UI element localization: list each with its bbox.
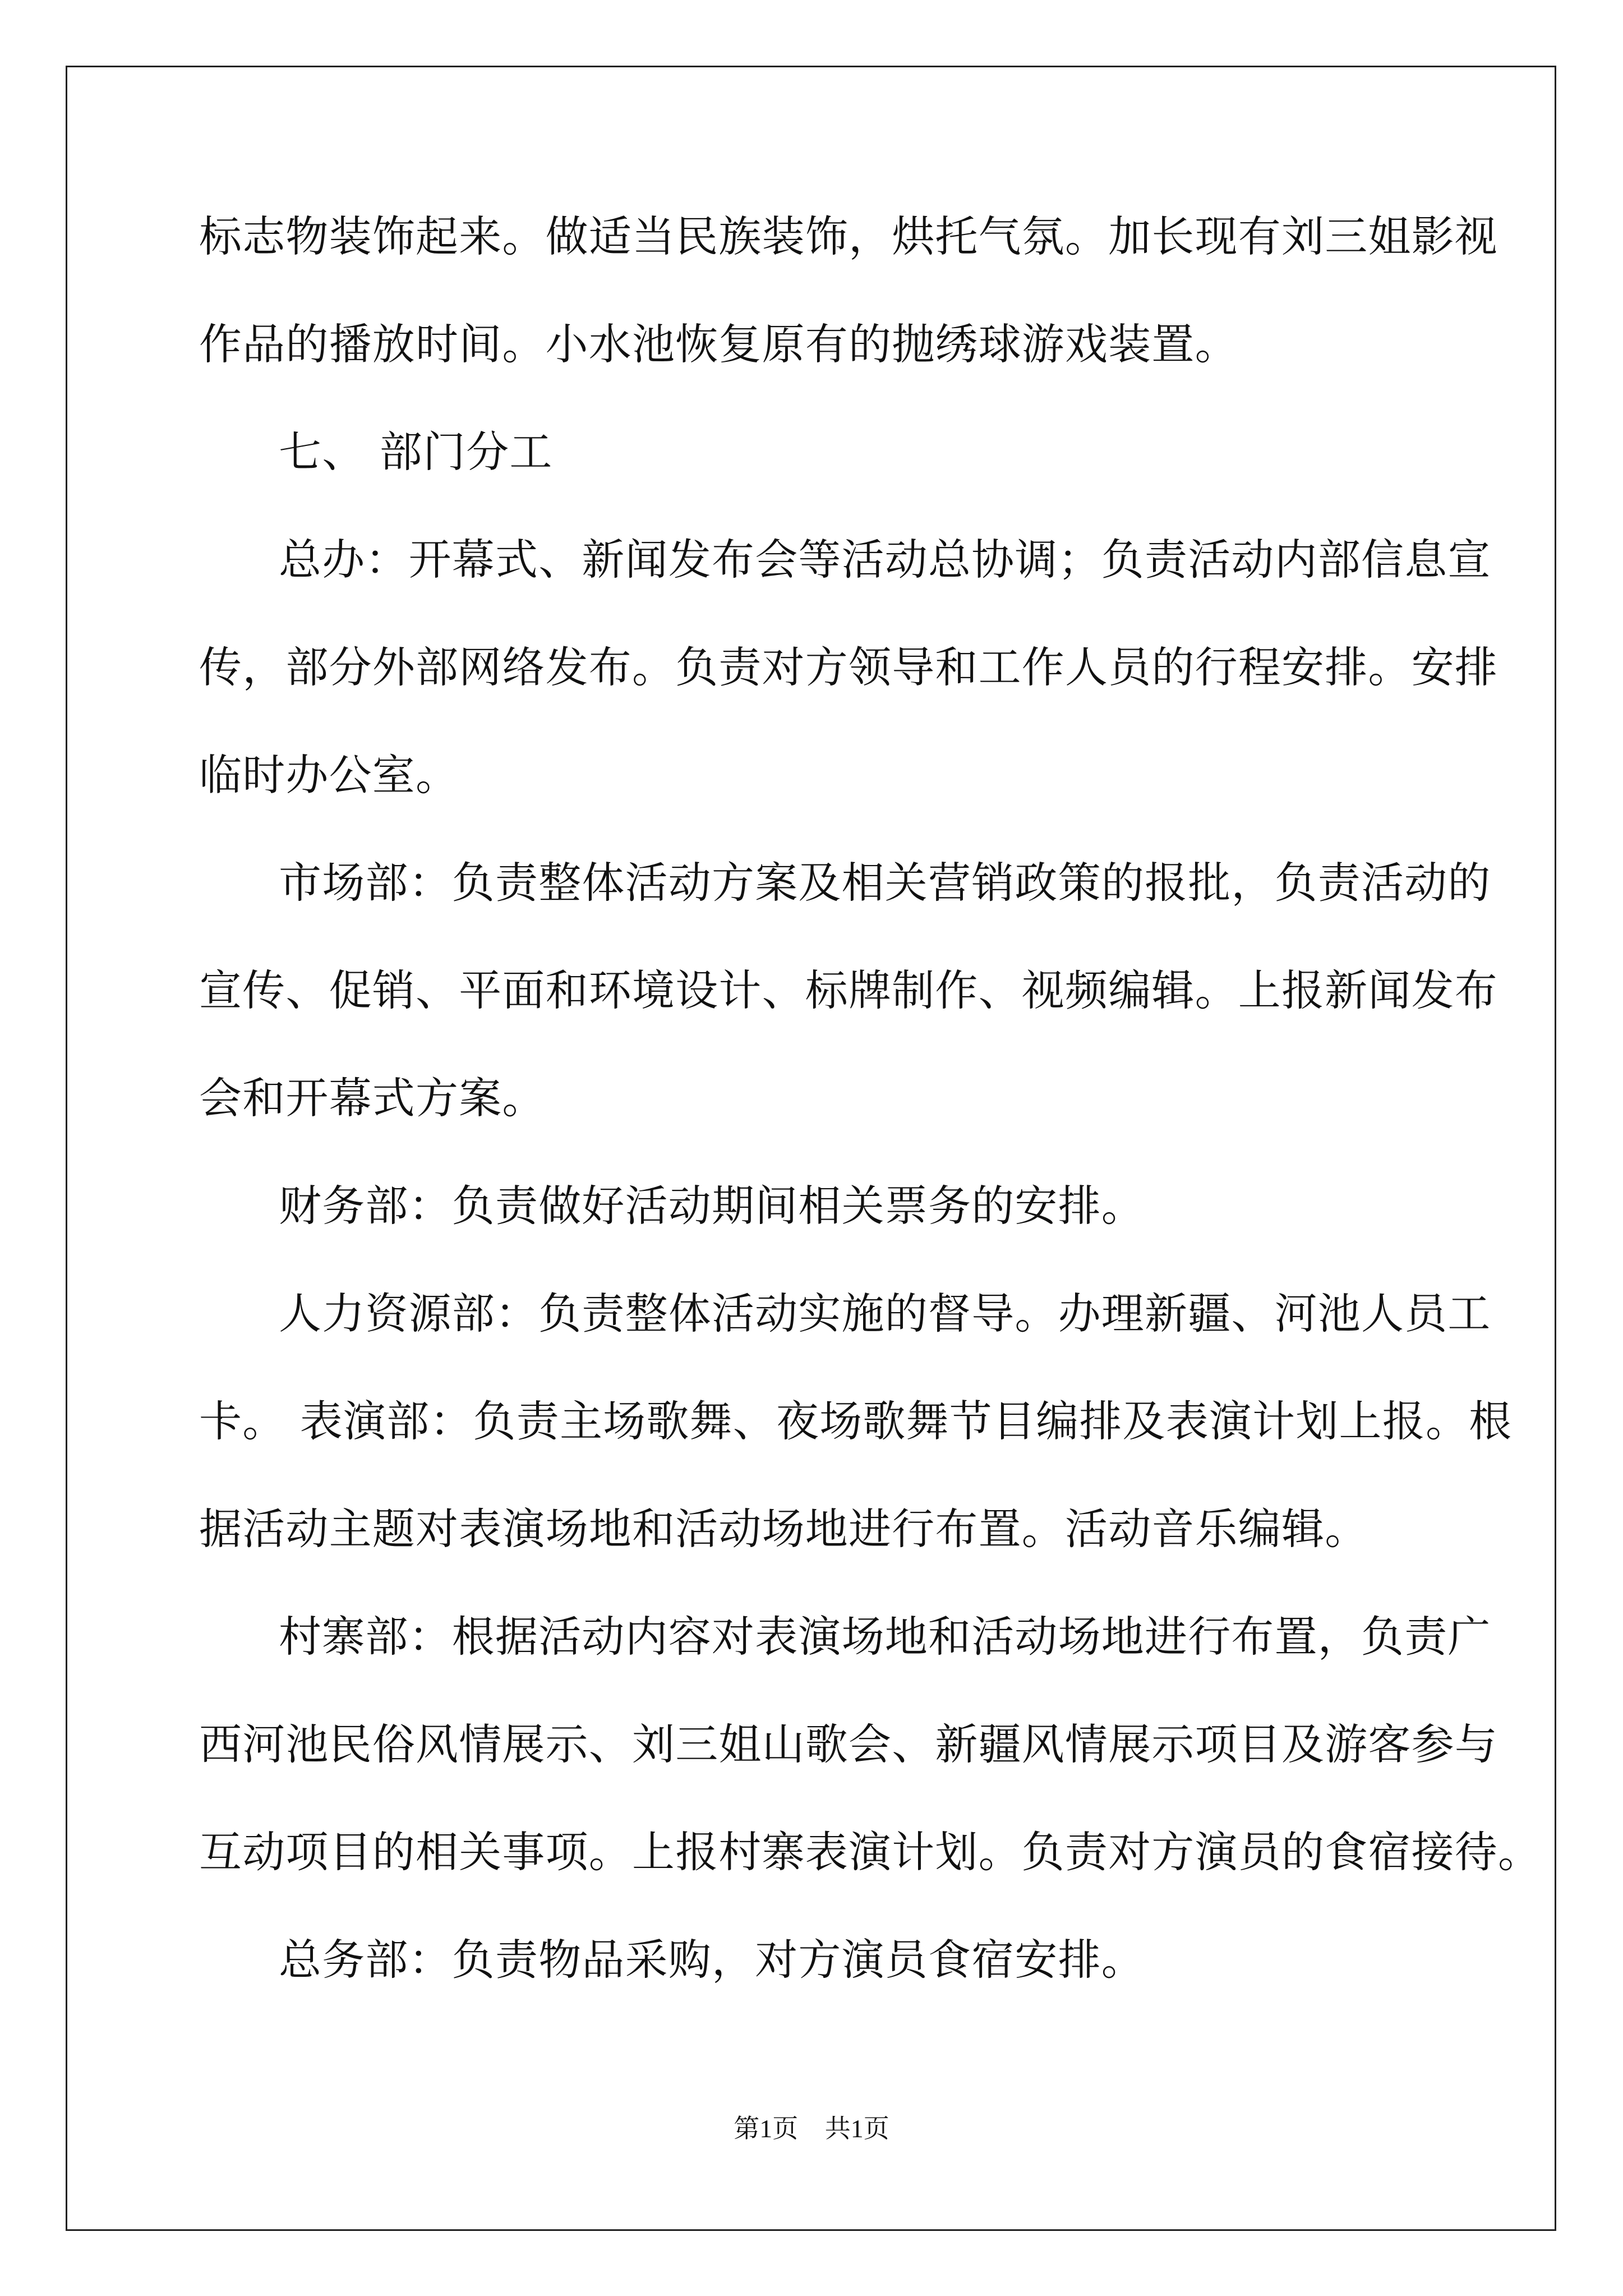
page-footer (0, 2108, 1623, 2145)
page-total: 共1页 (824, 2114, 889, 2143)
paragraph-village: 村寨部：根据活动内容对表演场地和活动场地进行布置，负责广 (279, 1612, 1491, 1662)
paragraph-marketing: 市场部：负责整体活动方案及相关营销政策的报批，负责活动的 (279, 858, 1491, 908)
document-body (199, 203, 1542, 2034)
text-line-5: 传，部分外部网络发布。负责对方领导和工作人员的行程安排。安排 (199, 642, 1498, 692)
text-line-13: 据活动主题对表演场地和活动场地进行布置。活动音乐编辑。 (199, 1504, 1368, 1554)
text-line-6: 临时办公室。 (199, 750, 459, 800)
text-line-8: 宣传、促销、平面和环境设计、标牌制作、视频编辑。上报新闻发布 (199, 965, 1498, 1015)
paragraph-general-affairs: 总务部：负责物品采购，对方演员食宿安排。 (279, 1935, 1145, 1985)
text-line-1: 标志物装饰起来。做适当民族装饰，烘托气氛。加长现有刘三姐影视 (199, 211, 1498, 261)
paragraph-general-office: 总办：开幕式、新闻发布会等活动总协调；负责活动内部信息宣 (279, 535, 1491, 585)
text-line-12: 卡。 表演部：负责主场歌舞、夜场歌舞节目编排及表演计划上报。根 (199, 1396, 1513, 1446)
text-line-15: 西河池民俗风情展示、刘三姐山歌会、新疆风情展示项目及游客参与 (199, 1719, 1498, 1769)
page-number: 第1页 (734, 2114, 799, 2143)
paragraph-finance: 财务部：负责做好活动期间相关票务的安排。 (279, 1181, 1145, 1231)
text-line-9: 会和开幕式方案。 (199, 1073, 546, 1123)
text-line-2: 作品的播放时间。小水池恢复原有的抛绣球游戏装置。 (199, 319, 1238, 369)
section-heading: 七、 部门分工 (279, 427, 553, 477)
paragraph-hr: 人力资源部：负责整体活动实施的督导。办理新疆、河池人员工 (279, 1289, 1491, 1338)
text-line-16: 互动项目的相关事项。上报村寨表演计划。负责对方演员的食宿接待。 (199, 1827, 1542, 1877)
